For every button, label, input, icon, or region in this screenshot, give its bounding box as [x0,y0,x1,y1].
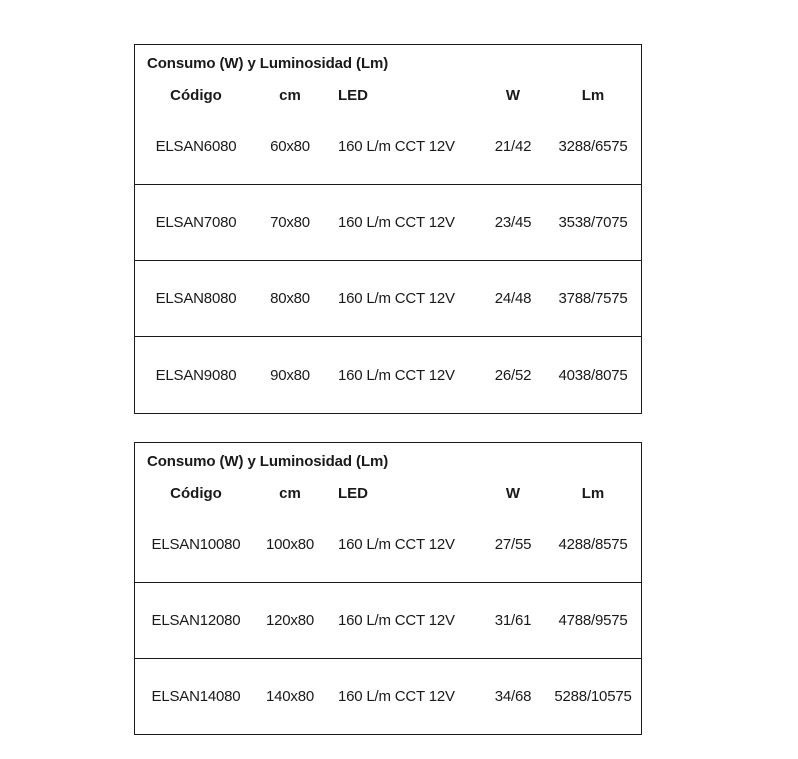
cell-codigo: ELSAN6080 [155,138,237,155]
cell-lm: 3538/7075 [558,214,628,231]
cell-codigo: ELSAN12080 [151,612,241,629]
cell-cm: 60x80 [270,138,310,155]
column-header-led: LED [338,485,368,502]
cell-w: 21/42 [494,138,532,155]
cell-lm: 4788/9575 [558,612,628,629]
column-header-led: LED [338,87,368,104]
cell-cm: 140x80 [265,688,314,705]
cell-led: 160 L/m CCT 12V [338,367,455,384]
column-header-cm: cm [279,485,301,502]
cell-lm: 3288/6575 [558,138,628,155]
cell-cm: 70x80 [270,214,310,231]
table-title: Consumo (W) y Luminosidad (Lm) [147,55,389,72]
cell-cm: 80x80 [270,290,310,307]
spec-table-1 [134,44,642,414]
cell-w: 23/45 [494,214,532,231]
row-divider [134,336,642,337]
cell-led: 160 L/m CCT 12V [338,214,455,231]
column-header-lm: Lm [581,87,605,104]
cell-lm: 4038/8075 [558,367,628,384]
table-title: Consumo (W) y Luminosidad (Lm) [147,453,389,470]
cell-led: 160 L/m CCT 12V [338,612,455,629]
cell-w: 26/52 [494,367,532,384]
cell-cm: 100x80 [265,536,314,553]
column-header-lm: Lm [581,485,605,502]
cell-codigo: ELSAN10080 [151,536,241,553]
cell-led: 160 L/m CCT 12V [338,536,455,553]
cell-led: 160 L/m CCT 12V [338,290,455,307]
cell-codigo: ELSAN9080 [155,367,237,384]
cell-w: 24/48 [494,290,532,307]
column-header-cm: cm [279,87,301,104]
cell-cm: 120x80 [265,612,314,629]
cell-cm: 90x80 [270,367,310,384]
cell-w: 31/61 [494,612,532,629]
cell-w: 27/55 [494,536,532,553]
row-divider [134,582,642,583]
cell-led: 160 L/m CCT 12V [338,688,455,705]
cell-w: 34/68 [494,688,532,705]
spec-table-2 [134,442,642,735]
cell-lm: 4288/8575 [558,536,628,553]
row-divider [134,658,642,659]
column-header-w: W [505,87,521,104]
cell-codigo: ELSAN14080 [151,688,241,705]
cell-lm: 5288/10575 [554,688,632,705]
column-header-w: W [505,485,521,502]
row-divider [134,184,642,185]
cell-led: 160 L/m CCT 12V [338,138,455,155]
cell-lm: 3788/7575 [558,290,628,307]
row-divider [134,260,642,261]
cell-codigo: ELSAN8080 [155,290,237,307]
cell-codigo: ELSAN7080 [155,214,237,231]
column-header-codigo: Código [170,485,222,502]
column-header-codigo: Código [170,87,222,104]
